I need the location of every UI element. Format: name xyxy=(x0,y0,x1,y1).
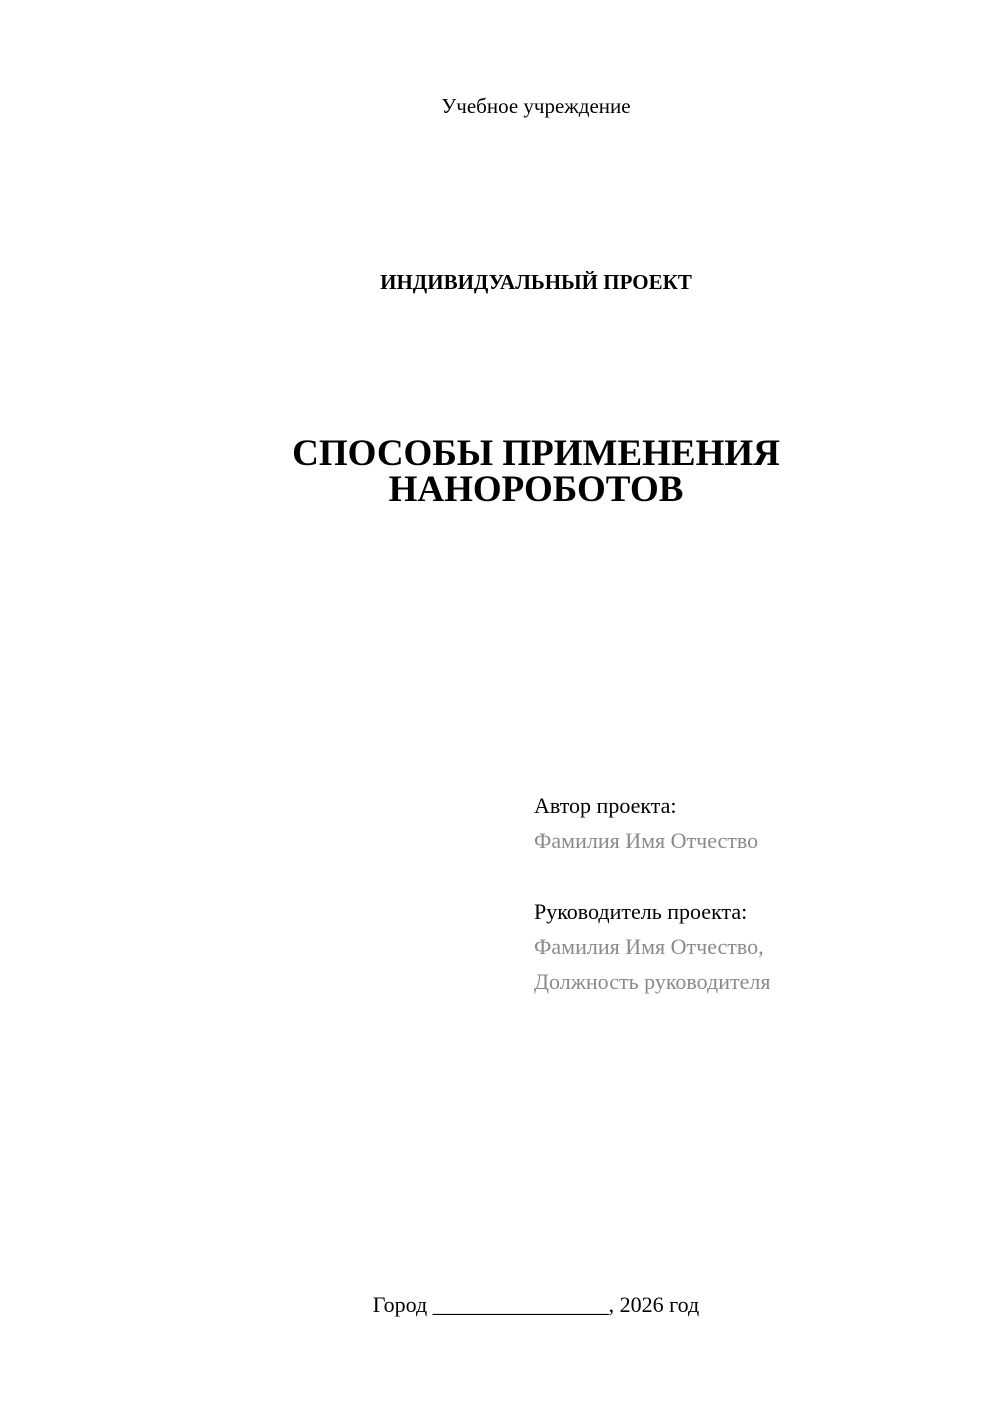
supervisor-name: Фамилия Имя Отчество, xyxy=(534,934,764,959)
supervisor-position: Должность руководителя xyxy=(534,969,771,994)
supervisor-label: Руководитель проекта: xyxy=(534,899,748,924)
author-name: Фамилия Имя Отчество xyxy=(534,828,759,853)
project-title xyxy=(0,433,1000,510)
institution-name: Учебное учреждение xyxy=(441,94,631,118)
project-info-block xyxy=(534,788,974,999)
info-spacer xyxy=(534,858,974,894)
city-year-line: Город ________________, 2026 год xyxy=(372,1292,700,1317)
document-type: ИНДИВИДУАЛЬНЫЙ ПРОЕКТ xyxy=(380,270,692,294)
author-label: Автор проекта: xyxy=(534,793,677,818)
project-title-line-1: СПОСОБЫ ПРИМЕНЕНИЯ xyxy=(292,433,780,474)
project-title-line-2: НАНОРОБОТОВ xyxy=(388,469,684,510)
